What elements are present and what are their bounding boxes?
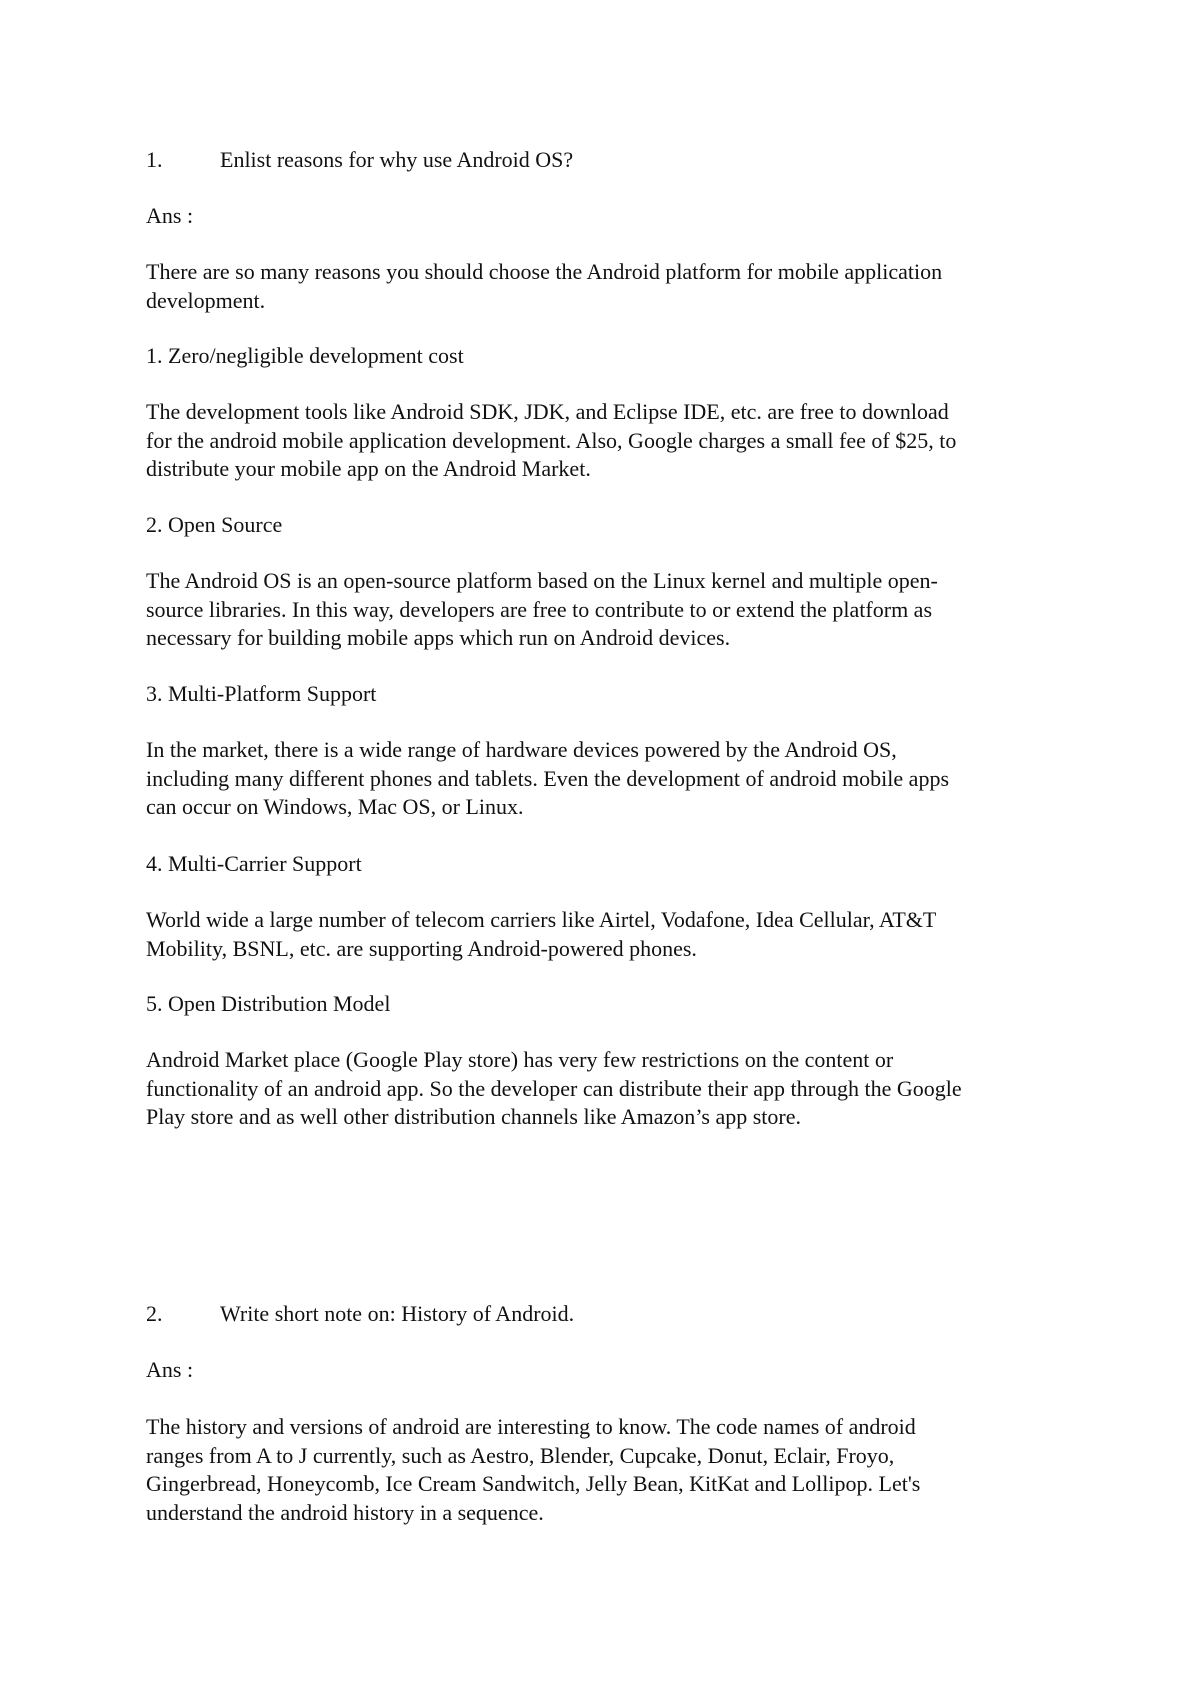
reason-line: The development tools like Android SDK, JDK, and Eclipse IDE, etc. are free to download <box>146 399 949 424</box>
question-2-number: 2. <box>146 1301 163 1326</box>
reason-line: In the market, there is a wide range of hardware devices powered by the Android OS, <box>146 737 897 762</box>
reason-1-body <box>146 398 1066 484</box>
question-1-ans-label: Ans : <box>146 203 194 228</box>
question-1-heading <box>146 146 573 174</box>
reason-line: distribute your mobile app on the Android Market. <box>146 456 591 481</box>
reason-2-body <box>146 567 1066 653</box>
question-2-ans-label: Ans : <box>146 1357 194 1382</box>
reason-5-heading: 5. Open Distribution Model <box>146 991 391 1016</box>
question-2-heading <box>146 1300 574 1328</box>
reason-5-body <box>146 1046 1066 1132</box>
question-1-title: Enlist reasons for why use Android OS? <box>220 147 574 172</box>
reason-3-heading: 3. Multi-Platform Support <box>146 681 377 706</box>
reason-line: including many different phones and tablets. Even the development of android mobile apps <box>146 765 949 791</box>
answer-line: The history and versions of android are interesting to know. The code names of android <box>146 1414 916 1439</box>
answer-line: understand the android history in a sequence. <box>146 1499 544 1525</box>
question-2-body <box>146 1413 1066 1527</box>
reason-line: necessary for building mobile apps which run on Android devices. <box>146 625 731 650</box>
reason-line: functionality of an android app. So the developer can distribute their app through the Google <box>146 1075 962 1101</box>
reason-4-heading: 4. Multi-Carrier Support <box>146 851 362 876</box>
reason-line: Mobility, BSNL, etc. are supporting Android-powered phones. <box>146 935 697 961</box>
reason-line: The Android OS is an open-source platform based on the Linux kernel and multiple open- <box>146 568 938 593</box>
reason-line: source libraries. In this way, developers are free to contribute to or extend the platform as <box>146 596 933 622</box>
reason-line: Play store and as well other distribution channels like Amazon’s app store. <box>146 1104 801 1129</box>
intro-line: development. <box>146 287 266 313</box>
question-1-number: 1. <box>146 147 163 172</box>
reason-line: World wide a large number of telecom carriers like Airtel, Vodafone, Idea Cellular, AT&T <box>146 907 937 932</box>
reason-3-body <box>146 736 1066 822</box>
answer-line: ranges from A to J currently, such as Aestro, Blender, Cupcake, Donut, Eclair, Froyo, <box>146 1442 895 1468</box>
reason-line: for the android mobile application development. Also, Google charges a small fee of $25, to <box>146 427 957 453</box>
reason-1-heading: 1. Zero/negligible development cost <box>146 343 464 368</box>
question-2-title: Write short note on: History of Android. <box>220 1301 575 1326</box>
question-1-intro <box>146 258 1066 315</box>
reason-2-heading: 2. Open Source <box>146 512 283 537</box>
intro-line: There are so many reasons you should choose the Android platform for mobile application <box>146 259 943 284</box>
reason-line: Android Market place (Google Play store) has very few restrictions on the content or <box>146 1047 894 1072</box>
reason-4-body <box>146 906 1066 963</box>
answer-line: Gingerbread, Honeycomb, Ice Cream Sandwitch, Jelly Bean, KitKat and Lollipop. Let's <box>146 1471 921 1496</box>
reason-line: can occur on Windows, Mac OS, or Linux. <box>146 794 524 819</box>
